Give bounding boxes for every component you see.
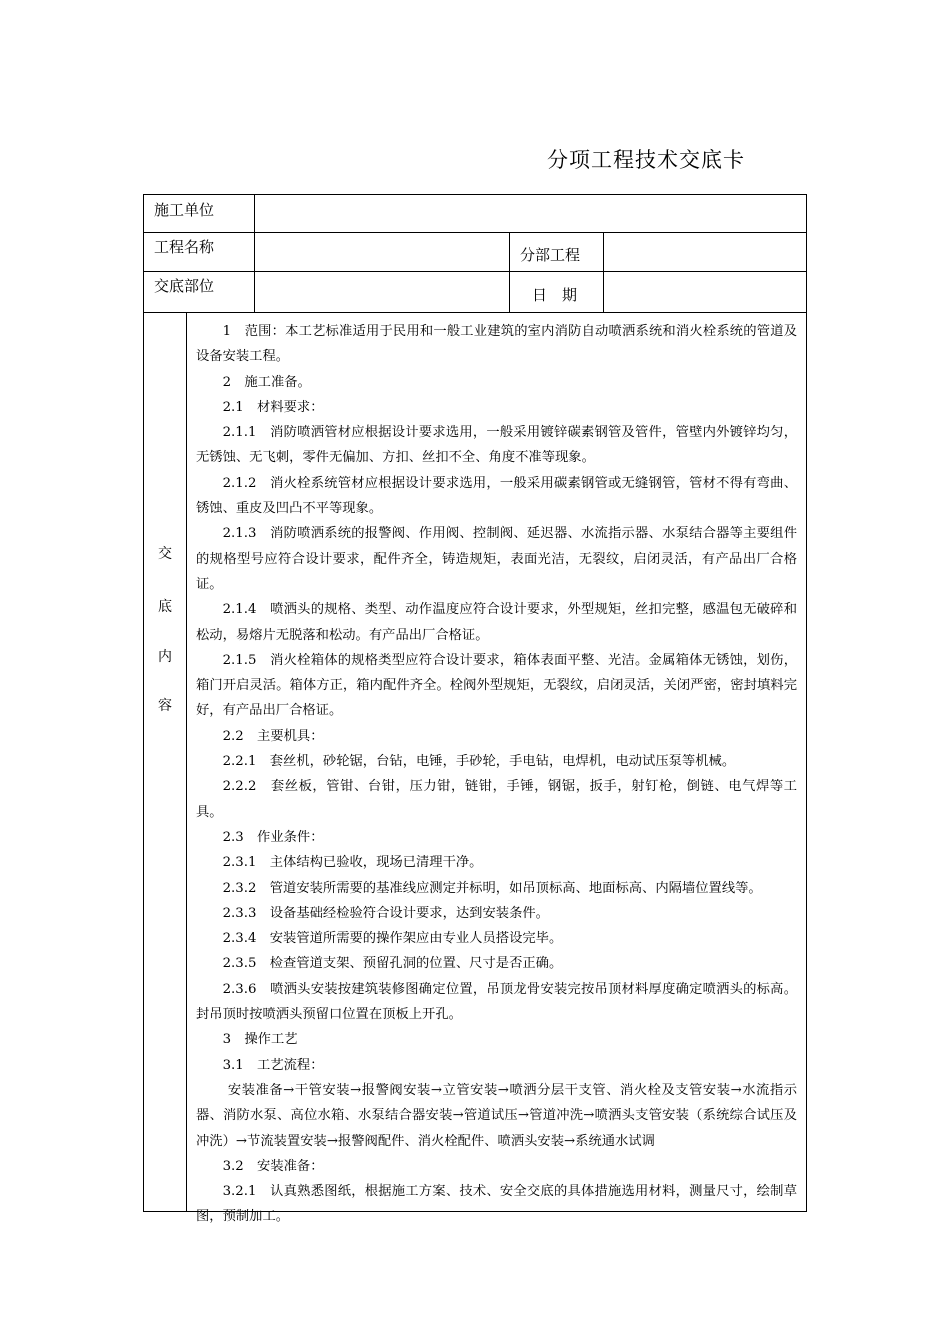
disclosure-content <box>196 319 797 1230</box>
side-label-char: 底 <box>158 599 172 615</box>
paragraph: 2.1.1 消防喷洒管材应根据设计要求选用，一般采用镀锌碳素钢管及管件，管壁内外镀锌均匀，无锈蚀、无飞刺，零件无偏加、方扣、丝扣不全、角度不准等现象。 <box>196 425 797 466</box>
paragraph: 2.1 材料要求： <box>222 399 324 415</box>
location-label: 交底部位 <box>154 277 215 295</box>
paragraph: 2.1.5 消火栓箱体的规格类型应符合设计要求，箱体表面平整、光洁。金属箱体无锈蚀，划伤，箱门开启灵活。箱体方正，箱内配件齐全。栓阀外型规矩，无裂纹，启闭灵活，关闭严密，密封填料完好，有产品出厂合格证。 <box>196 652 797 719</box>
paragraph: 2.3.1 主体结构已验收，现场已清理干净。 <box>222 855 483 871</box>
paragraph: 2.3.3 设备基础经检验符合设计要求，达到安装条件。 <box>222 905 549 921</box>
paragraph: 2.1.3 消防喷洒系统的报警阀、作用阀、控制阀、延迟器、水流指示器、水泵结合器等主要组件的规格型号应符合设计要求，配件齐全，铸造规矩，表面光洁，无裂纹，启闭灵活，有产品出厂合格证。 <box>196 526 797 592</box>
header-table <box>143 194 807 312</box>
disclosure-content-box <box>143 312 807 1225</box>
paragraph: 2.2.1 套丝机，砂轮锯，台钻，电锤，手砂轮，手电钻，电焊机，电动试压泵等机械。 <box>222 754 736 770</box>
paragraph: 2.3 作业条件： <box>222 829 324 845</box>
document-title: 分项工程技术交底卡 <box>547 148 745 172</box>
paragraph: 2.3.6 喷洒头安装按建筑装修图确定位置，吊顶龙骨安装完按吊顶材料厚度确定喷洒头的标高。封吊顶时按喷洒头预留口位置在顶板上开孔。 <box>196 981 797 1023</box>
paragraph: 1 范围：本工艺标准适用于民用和一般工业建筑的室内消防自动喷洒系统和消火栓系统的管道及设备安装工程。 <box>196 324 797 365</box>
paragraph: 2.2 主要机具： <box>222 728 324 744</box>
paragraph: 2.3.5 检查管道支架、预留孔洞的位置、尺寸是否正确。 <box>222 956 563 972</box>
paragraph: 2.3.4 安装管道所需要的操作架应由专业人员搭设完毕。 <box>222 931 563 947</box>
side-label-char: 内 <box>158 649 172 665</box>
unit-label: 施工单位 <box>154 201 215 219</box>
process-flow-paragraph: 安装准备→干管安装→报警阀安装→立管安装→喷洒分层干支管、消火栓及支管安装→水流指示器、消防水泵、高位水箱、水泵结合器安装→管道试压→管道冲洗→喷洒头支管安装（系统综合试压及冲洗）→节流装置安装→报警阀配件、消火栓配件、喷洒头安装→系统通水试调 <box>196 1082 797 1149</box>
paragraph: 2.1.4 喷洒头的规格、类型、动作温度应符合设计要求，外型规矩，丝扣完整，感温包无破碎和松动，易熔片无脱落和松动。有产品出厂合格证。 <box>196 602 797 643</box>
side-label-char: 容 <box>158 698 172 714</box>
paragraph: 3.1 工艺流程： <box>222 1057 324 1073</box>
side-label-char: 交 <box>158 546 172 562</box>
paragraph: 2.3.2 管道安装所需要的基准线应测定并标明，如吊顶标高、地面标高、内隔墙位置线等。 <box>222 880 762 896</box>
paragraph: 3.2.1 认真熟悉图纸，根据施工方案、技术、安全交底的具体措施选用材料，测量尺寸，绘制草图，预制加工。 <box>196 1184 797 1225</box>
paragraph: 3 操作工艺 <box>222 1032 298 1048</box>
paragraph: 2.1.2 消火栓系统管材应根据设计要求选用，一般采用碳素钢管或无缝钢管，管材不得有弯曲、锈蚀、重皮及凹凸不平等现象。 <box>196 475 797 517</box>
project-name-label: 工程名称 <box>154 238 215 256</box>
paragraph: 2.2.2 套丝板，管钳、台钳，压力钳，链钳，手锤，钢锯，扳手，射钉枪，倒链、电气焊等工具。 <box>196 779 797 820</box>
paragraph: 2 施工准备。 <box>222 374 311 390</box>
paragraph: 3.2 安装准备： <box>222 1158 324 1174</box>
date-label: 日 期 <box>532 286 578 304</box>
sub-project-label: 分部工程 <box>520 246 581 264</box>
